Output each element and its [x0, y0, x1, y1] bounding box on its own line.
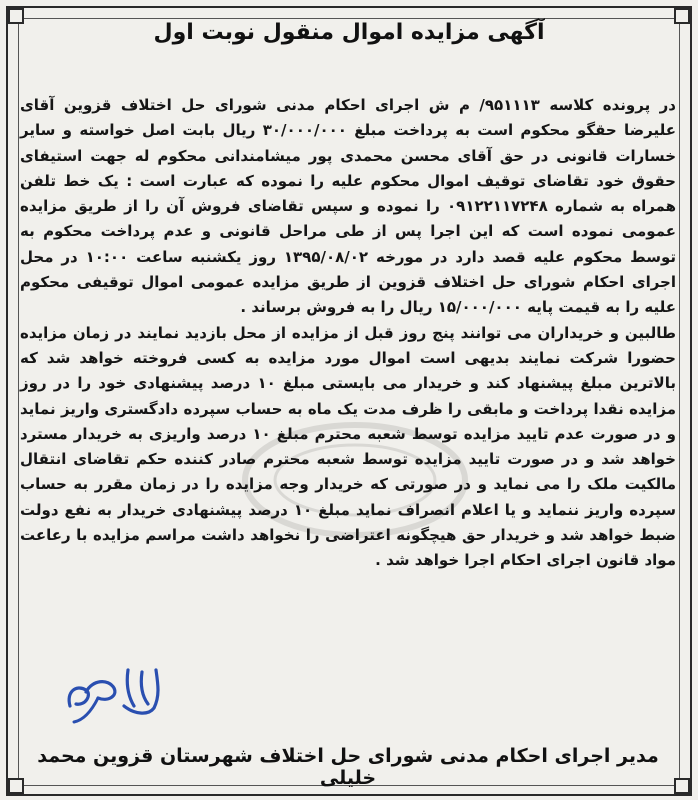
body-paragraph-2: طالبین و خریداران می توانند پنج روز قبل از مزایده از محل بازدید نمایند در زمان مزایده حضورا شرکت نمایند بدیهی است اموال مورد مزایده به کسی فروخته خواهد شد که بالاترین مبلغ پیشنهاد کند و خریدار می بایستی مبلغ ۱۰ درصد پیشنهادی خود را در روز مزایده نقدا پرداخت و مابقی را ظرف مدت یک ماه به حساب سپرده دادگستری واریز نماید و در صورت عدم تایید مزایده توسط شعبه محترم مبلغ ۱۰ درصد واریزی به خریدار مسترد خواهد شد و در صورت تایید مزایده توسط شعبه محترم صادر کننده حکم تقاضای انتقال مالکیت ملک را می نماید و در صورتی که خریدار وجه مزایده را در زمان مقرر به حساب سپرده واریز ننماید و یا اعلام انصراف نماید مبلغ ۱۰ درصد پیشنهادی خریدار به نفع دولت ضبط خواهد شد و خریدار حق هیچگونه اعتراضی را نخواهد داشت مراسم مزایده با رعاعت مواد قانون اجرای احکام اجرا خواهد شد . — [20, 323, 676, 570]
notice-body — [20, 93, 676, 574]
body-paragraph-1: در پرونده کلاسه ۹۵۱۱۱۳/ م ش اجرای احکام مدنی شورای حل اختلاف قزوین آقای علیرضا حقگو محکوم است به پرداخت مبلغ ۳۰/۰۰۰/۰۰۰ ریال بابت اصل خواسته و سایر خسارات قانونی در حق آقای محسن محمدی پور میشامندانی محکوم له جهت استیفای حقوق خود تقاضای توقیف اموال محکوم علیه را نموده که عبارت است : یک خط تلفن همراه به شماره ۰۹۱۲۲۱۱۷۲۴۸ را نموده و سپس تقاضای فروش آن را از طریق مزایده عمومی نموده است که این اجرا پس از طی مراحل قانونی و عدم پرداخت محکوم به توسط محکوم علیه قصد دارد در مورخه ۱۳۹۵/۰۸/۰۲ روز یکشنبه ساعت ۱۰:۰۰ در محل اجرای احکام شورای حل اختلاف قزوین از طریق مزایده عمومی اموال توقیفی محکوم علیه را به قیمت پایه ۱۵/۰۰۰/۰۰۰ ریال را به فروش برساند . — [20, 96, 677, 317]
handwritten-page-note — [62, 662, 172, 726]
corner-ornament — [674, 778, 690, 794]
notice-title: آگهی مزایده اموال منقول نوبت اول — [153, 20, 545, 45]
signature-line: مدیر اجرای احکام مدنی شورای حل اختلاف شهرستان قزوین محمد خلیلی — [37, 745, 659, 789]
